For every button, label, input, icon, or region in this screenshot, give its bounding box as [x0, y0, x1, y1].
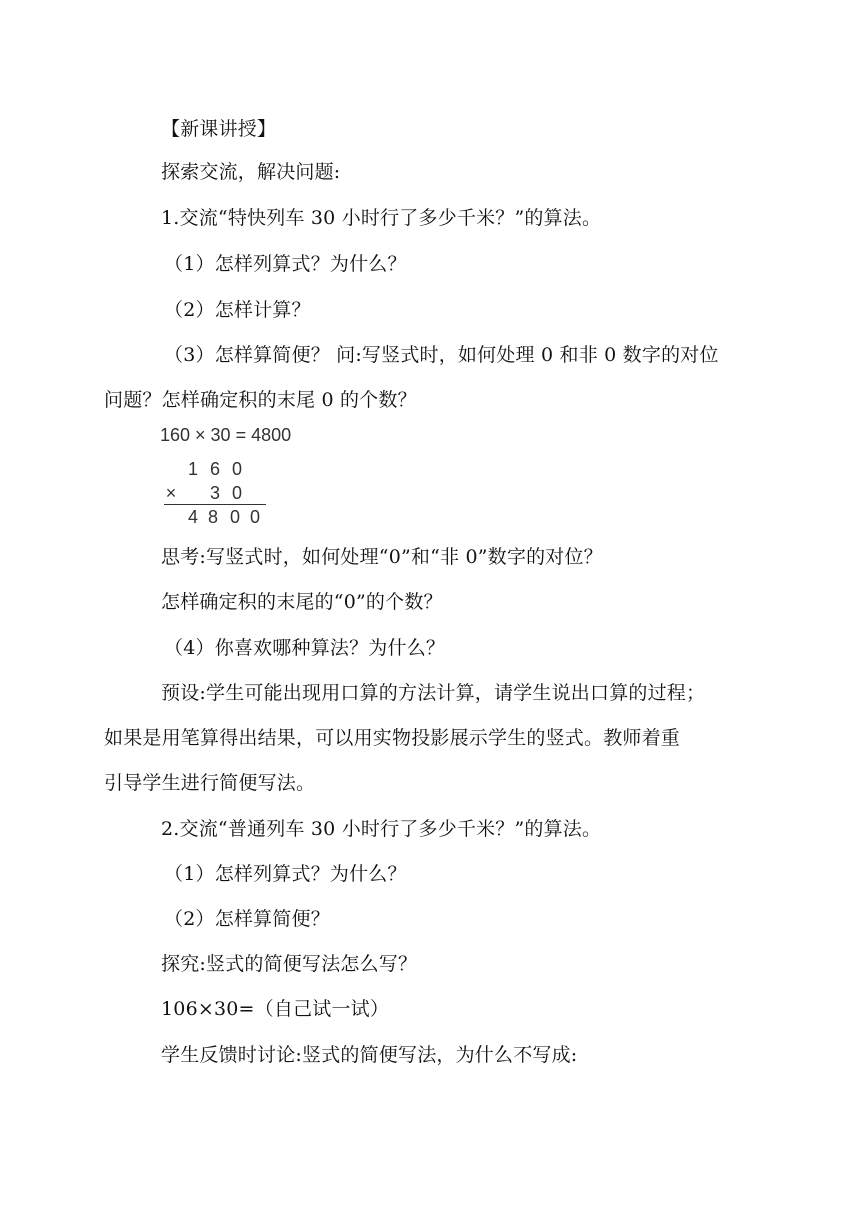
product-digit: 0: [229, 507, 240, 527]
product-digit: 8: [207, 507, 218, 527]
multiplicand-digit: 6: [209, 459, 220, 479]
multiplier-digit: 0: [231, 483, 242, 503]
question-2-heading: 2.交流“普通列车 30 小时行了多少千米？”的算法。: [161, 818, 602, 840]
preset-line-2: 如果是用笔算得出结果，可以用实物投影展示学生的竖式。教师着重: [104, 727, 681, 749]
think-line-1: 思考:写竖式时，如何处理“0”和“非 0”数字的对位？: [161, 546, 603, 568]
preset-line-3: 引导学生进行简便写法。: [104, 772, 316, 794]
question-1-heading: 1.交流“特快列车 30 小时行了多少千米？”的算法。: [161, 207, 602, 229]
section-title: 【新课讲授】: [161, 118, 277, 140]
intro-text: 探索交流，解决问题:: [161, 161, 341, 183]
question-1-item-1: （1）怎样列算式？为什么？: [164, 253, 407, 275]
question-1-item-3-line-1: （3）怎样算简便？ 问:写竖式时，如何处理 0 和非 0 数字的对位: [164, 344, 719, 366]
multiply-operator: ×: [165, 483, 177, 503]
question-2-item-2: （2）怎样算简便？: [164, 908, 330, 930]
try-it-text: 106×30=（自己试一试）: [161, 998, 390, 1020]
question-2-item-1: （1）怎样列算式？为什么？: [164, 863, 407, 885]
calculation-equation: 160 × 30 = 4800: [160, 425, 292, 445]
sum-rule: [164, 504, 266, 505]
multiplier-digit: 3: [209, 483, 220, 503]
explore-text: 探究:竖式的简便写法怎么写？: [161, 953, 418, 975]
product-digit: 0: [249, 507, 260, 527]
question-1-item-3-line-2: 问题？怎样确定积的末尾 0 的个数？: [104, 389, 417, 411]
multiplicand-digit: 1: [187, 459, 198, 479]
discussion-text: 学生反馈时讨论:竖式的简便写法，为什么不写成:: [161, 1044, 578, 1066]
vertical-calculation-figure: [160, 424, 300, 528]
multiplicand-digit: 0: [231, 459, 242, 479]
preset-line-1: 预设:学生可能出现用口算的方法计算，请学生说出口算的过程；: [161, 682, 706, 704]
question-1-item-4: （4）你喜欢哪种算法？为什么？: [164, 637, 446, 659]
product-digit: 4: [187, 507, 198, 527]
question-1-item-2: （2）怎样计算？: [164, 299, 311, 321]
think-line-2: 怎样确定积的末尾的“0”的个数？: [161, 591, 443, 613]
